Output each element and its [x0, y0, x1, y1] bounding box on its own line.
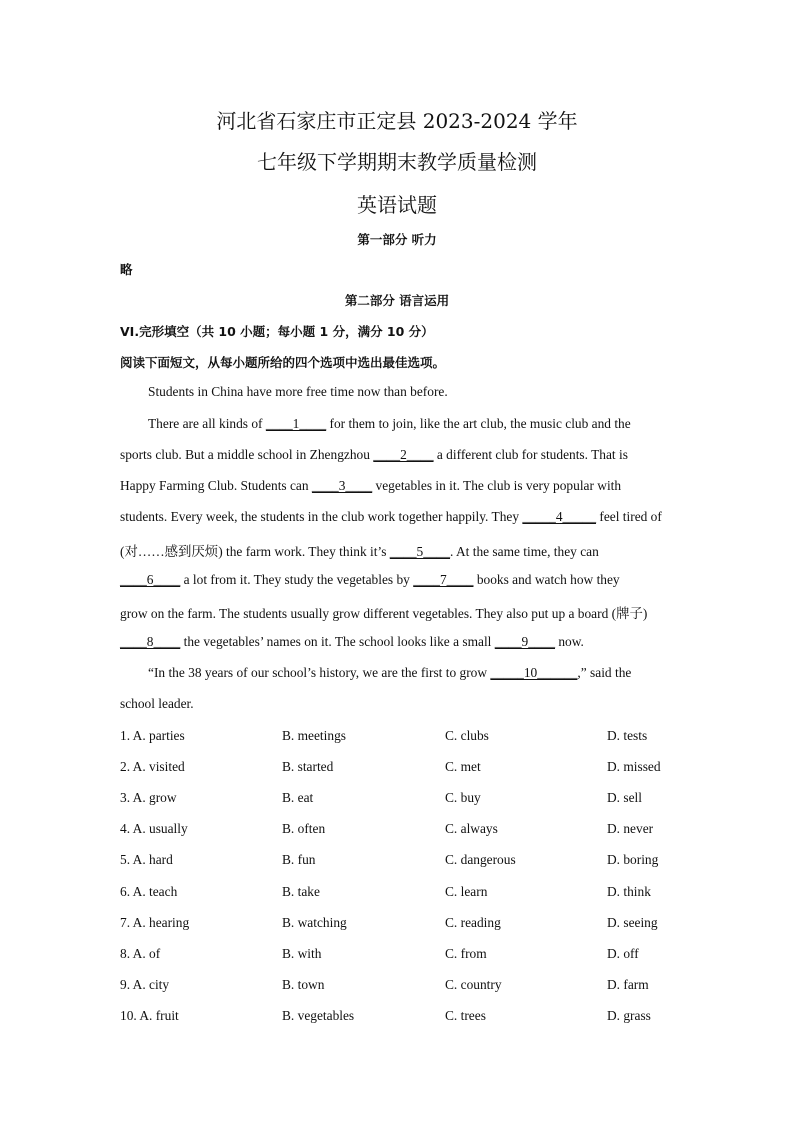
- q3-option-d[interactable]: D. sell: [607, 790, 642, 805]
- q3-option-a[interactable]: 3. A. grow: [120, 790, 177, 805]
- q4-option-a[interactable]: 4. A. usually: [120, 821, 188, 836]
- q7-option-d[interactable]: D. seeing: [607, 915, 658, 930]
- blank-4: _____4_____: [522, 509, 597, 524]
- q8-option-a[interactable]: 8. A. of: [120, 946, 161, 961]
- q5-option-c[interactable]: C. dangerous: [445, 852, 516, 867]
- q9-option-c[interactable]: C. country: [445, 977, 502, 992]
- q7-option-b[interactable]: B. watching: [282, 915, 347, 930]
- blank-2: ____2____: [373, 447, 434, 462]
- q7-option-a[interactable]: 7. A. hearing: [120, 915, 190, 930]
- q1-option-d[interactable]: D. tests: [607, 728, 648, 743]
- q10-option-a[interactable]: 10. A. fruit: [120, 1008, 179, 1023]
- q8-option-c[interactable]: C. from: [445, 946, 487, 961]
- passage-line-10: [148, 665, 631, 681]
- text: sports club. But a middle school in Zhengzhou: [120, 447, 374, 462]
- blank-8: ____8____: [120, 634, 181, 649]
- text: . At the same time, they can: [450, 544, 599, 559]
- q8-option-d[interactable]: D. off: [607, 946, 639, 961]
- passage-line-11: school leader.: [120, 696, 194, 711]
- section-title: VI.完形填空（共 10 小题；每小题 1 分，满分 10 分）: [120, 324, 434, 339]
- passage-line-5: [120, 509, 662, 525]
- q1-option-b[interactable]: B. meetings: [282, 728, 346, 743]
- exam-title-line3: 英语试题: [357, 193, 437, 217]
- text: the vegetables’ names on it. The school looks like a small: [180, 634, 495, 649]
- blank-6: ____6____: [120, 572, 181, 587]
- passage-line-2: [148, 416, 631, 432]
- passage-line-7: [120, 572, 620, 588]
- passage-line-4: [120, 478, 621, 494]
- text: Happy Farming Club. Students can: [120, 478, 312, 493]
- q4-option-d[interactable]: D. never: [607, 821, 654, 836]
- q1-option-a[interactable]: 1. A. parties: [120, 728, 185, 743]
- q9-option-b[interactable]: B. town: [282, 977, 325, 992]
- blank-7: ____7____: [413, 572, 474, 587]
- blank-10: _____10______: [490, 665, 578, 680]
- blank-3: ____3____: [311, 478, 373, 493]
- passage-line-9: [120, 634, 584, 650]
- q10-option-b[interactable]: B. vegetables: [282, 1008, 355, 1023]
- instruction: 阅读下面短文，从每小题所给的四个选项中选出最佳选项。: [120, 355, 446, 370]
- text: (对……感到厌烦) the farm work. They think it’s: [120, 544, 390, 559]
- q2-option-d[interactable]: D. missed: [607, 759, 661, 774]
- text: feel tired of: [596, 509, 662, 524]
- q10-option-d[interactable]: D. grass: [607, 1008, 651, 1023]
- q2-option-c[interactable]: C. met: [445, 759, 481, 774]
- q5-option-b[interactable]: B. fun: [282, 852, 316, 867]
- q6-option-a[interactable]: 6. A. teach: [120, 884, 178, 899]
- q6-option-d[interactable]: D. think: [607, 884, 651, 899]
- q2-option-b[interactable]: B. started: [282, 759, 334, 774]
- text: “In the 38 years of our school’s history, we are the first to grow: [148, 665, 491, 680]
- text: vegetables in it. The club is very popular with: [372, 478, 622, 493]
- text: ,” said the: [577, 665, 632, 680]
- q4-option-c[interactable]: C. always: [445, 821, 498, 836]
- text: students. Every week, the students in the club work together happily. They: [120, 509, 523, 524]
- q3-option-c[interactable]: C. buy: [445, 790, 481, 805]
- q5-option-a[interactable]: 5. A. hard: [120, 852, 173, 867]
- q6-option-b[interactable]: B. take: [282, 884, 320, 899]
- text: now.: [555, 634, 584, 649]
- blank-9: ____9____: [494, 634, 556, 649]
- q1-option-c[interactable]: C. clubs: [445, 728, 489, 743]
- text: a lot from it. They study the vegetables by: [180, 572, 414, 587]
- passage-line-3: [120, 447, 628, 463]
- q8-option-b[interactable]: B. with: [282, 946, 322, 961]
- passage-line-8: grow on the farm. The students usually grow different vegetables. They also put up a board (牌子): [120, 606, 648, 621]
- q5-option-d[interactable]: D. boring: [607, 852, 659, 867]
- text: books and watch how they: [473, 572, 620, 587]
- part2-heading: 第二部分 语言运用: [344, 293, 450, 308]
- q4-option-b[interactable]: B. often: [282, 821, 326, 836]
- q6-option-c[interactable]: C. learn: [445, 884, 488, 899]
- q2-option-a[interactable]: 2. A. visited: [120, 759, 185, 774]
- q7-option-c[interactable]: C. reading: [445, 915, 501, 930]
- q9-option-a[interactable]: 9. A. city: [120, 977, 170, 992]
- exam-title-line1: 河北省石家庄市正定县 2023-2024 学年: [216, 109, 578, 133]
- q10-option-c[interactable]: C. trees: [445, 1008, 486, 1023]
- exam-title-line2: 七年级下学期期末教学质量检测: [257, 150, 537, 174]
- text: for them to join, like the art club, the music club and the: [326, 416, 631, 431]
- passage-line-6: [120, 541, 599, 560]
- blank-5: ____5____: [389, 544, 451, 559]
- q9-option-d[interactable]: D. farm: [607, 977, 649, 992]
- q3-option-b[interactable]: B. eat: [282, 790, 314, 805]
- passage-line-1: Students in China have more free time now than before.: [148, 384, 448, 399]
- part1-heading: 第一部分 听力: [357, 232, 437, 247]
- part1-note: 略: [120, 262, 133, 277]
- text: There are all kinds of: [148, 416, 266, 431]
- blank-1: ____1____: [265, 416, 327, 431]
- text: a different club for students. That is: [433, 447, 628, 462]
